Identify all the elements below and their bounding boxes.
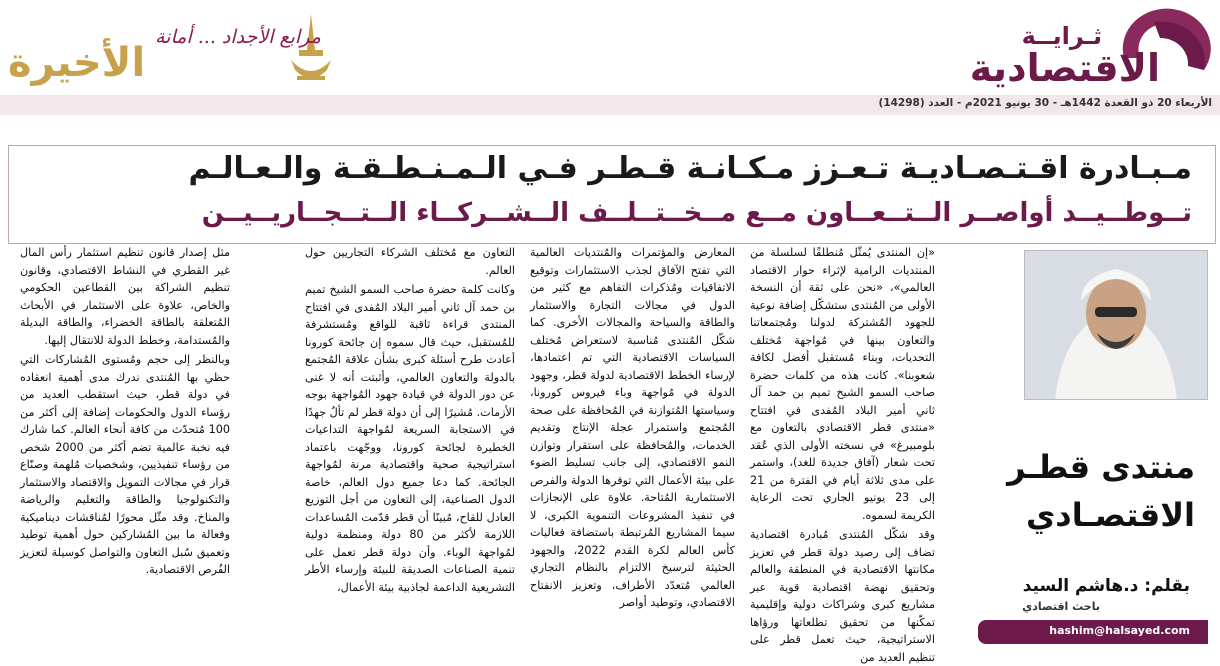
article-headline: مـبـادرة اقـتـصـاديـة تـعـزز مـكـانـة قـطـر فـي الـمـنـطـقـة والـعـالـم — [188, 151, 1192, 186]
author-role: باحث اقتصادي — [1022, 600, 1100, 613]
author-byline: بقلم: د.هاشم السيد — [1023, 576, 1190, 596]
author-photo — [1024, 250, 1208, 400]
state-emblem-icon — [285, 10, 337, 88]
section-subtitle: ثـرايــة — [1022, 22, 1102, 50]
article-subheadline: تــوطــيــد أواصــر الــتــعــاون مــع مــخــتــلــف الــشــركــاء الــتــجــاريــيــن — [202, 198, 1192, 228]
article-column-2 — [530, 244, 735, 636]
paragraph: التعاون مع مُختلف الشركاء التجاريين حول العالم. — [305, 244, 515, 279]
paragraph: «إن المنتدى يُمثّل مُنطلقًا لسلسلة من المنتديات الرامية لإثراء حوار الاقتصاد العالمي»، «نحن على ثقة أن النسخة الأولى من المُنتدى ستشكّل إضافة نوعية للجهود المُشتركة لدولنا ومُجتمعاتنا والتعاون بينها في مُواجهة مُختلف التحديات، وبناء مُستقبل أفضل لكافة شعوبنا». كانت هذه من كلمات حضرة صاحب السمو الشيخ تميم بن حمد آل ثاني أمير البلاد المُفدى في افتتاح «منتدى قطر الاقتصادي بالتعاون مع بلومبيرغ» في نسخته الأولى الذي عُقد تحت شعار (آفاق جديدة للغد)، واستمر على مدى ثلاثة أيام في الفترة من 21 إلى 23 يونيو الجاري تحت الرعاية الكريمة لسموه. — [750, 244, 935, 524]
paragraph: مثل إصدار قانون تنظيم استثمار رأس المال غير القطري في النشاط الاقتصادي، وقانون تنظيم الشراكة بين القطاعين الحكومي والخاص، علاوة على الاستثمار في الأبحاث المُتعلقة بالطاقة الخضراء، والطاقة البديلة والمُستدامة، وخطط الدولة للانتقال إليها. — [20, 244, 230, 349]
page-tag: الأخيرة — [8, 40, 145, 86]
section-title: الاقتصادية — [970, 46, 1160, 90]
article-column-3 — [305, 244, 515, 636]
paragraph: وبالنظر إلى حجم ومُستوى المُشاركات التي حظي بها المُنتدى ندرك مدى أهمية انعقاده في دولة قطر، حيث استقطب العديد من رؤساء الدول والحكومات إضافة إلى أكثر من 100 مُتحدّث من كافة أنحاء العالم. كما شارك فيه نخبة عالمية تضم أكثر من 2000 شخص من رؤساء تنفيذيين، وشخصيات مُلهمة وصنّاع قرار في مجالات التمويل والاقتصاد والاستثمار والتكنولوجيا والطاقة والتعليم والرياضة والمناخ. وقد مثّل محورًا لمُناقشات ديناميكية وفعالة ما بين المُشاركين حول أهمية توطيد وتعميق سُبل التعاون والتواصل كوسيلة لتعزيز الفُرص الاقتصادية. — [20, 351, 230, 579]
article-column-4 — [20, 244, 230, 636]
dateline: الأربعاء 20 ذو القعدة 1442هـ - 30 يونيو 2021م - العدد (14298) — [879, 97, 1220, 109]
column-title-line-2: الاقتصـادي — [1026, 496, 1195, 534]
article-column-1 — [750, 244, 935, 636]
column-title-line-1: منتدى قطـر — [1007, 448, 1195, 486]
paragraph: المعارض والمؤتمرات والمُنتديات العالمية التي تفتح الآفاق لجذب الاستثمارات وتوقيع الاتفاقيات ومُذكرات التفاهم مع كثير من الدول في مجالات التجارة والاستثمار والطاقة والسياحة والمجالات الأخرى. كما شكّل المُنتدى مُناسبة لاستعراض مُختلف السياسات الاقتصادية التي تم اعتمادها، لإرساء الخطط الاقتصادية لدولة قطر، وجهود الدولة في مُواجهة وباء فيروس كورونا، وسياستها المُتوازنة في المُحافظة على صحة المُجتمع واستمرار عجلة الإنتاج وتقديم الخدمات، والمُحافظة على استقرار وتوازن النمو الاقتصادي، إلى جانب تسليط الضوء على بيئة الأعمال التي توفرها الدولة والفرص الاستثمارية المُتاحة. علاوة على الإنجازات في تنفيذ المشروعات التنموية الكبرى، لا سيما المشاريع المُرتبطة باستضافة فعاليات كأس العالم لكرة القدم 2022، والجهود الحثيثة لترسيخ الالتزام بالنظام التجاري العالمي مُتعدّد الأطراف، وتعزيز الانفتاح الاقتصادي، وتوطيد أواصر — [530, 244, 735, 612]
paragraph: وقد شكّل المُنتدى مُبادرة اقتصادية تضاف إلى رصيد دولة قطر في تعزيز مكانتها الاقتصادية في المنطقة والعالم وتحقيق نهضة اقتصادية قوية عبر مشاريع كبرى وشراكات دولية وإقليمية تمكّنها من تحقيق تطلعاتها ورؤاها الاستراتيجية، حيث تعمل قطر على تنظيم العديد من — [750, 526, 935, 666]
author-portrait-icon — [1025, 251, 1207, 399]
paragraph: وكانت كلمة حضرة صاحب السمو الشيخ تميم بن حمد آل ثاني أمير البلاد المُفدى في افتتاح المنتدى قراءة ثاقبة للواقع ومُستشرفة للمُستقبل، حيث قال سموه إن جائحة كورونا أعادت طرح أسئلة كبرى بشأن علاقة المُجتمع بالدولة والتعاون العالمي، وأثبتت أنه لا غنى عن دور الدولة في قيادة جهود المُواجهة بوجه الأزمات. مُشيرًا إلى أن دولة قطر لم تألُ جهدًا في الاستجابة السريعة لمُواجهة التداعيات الخطيرة لجائحة كورونا، ووجّهت باعتماد استراتيجية صحية واقتصادية مرنة لمُواجهة الجائحة. كما دعا جميع دول العالم، خاصة الدول الصناعية، إلى التعاون من أجل التوزيع العادل للقاح، مُبينًا أن قطر قدّمت المُساعدات اللازمة لأكثر من 80 دولة ومنظمة دولية لمُواجهة الوباء. وأن دولة قطر تعمل على تنمية الصناعات الصديقة للبيئة وإرساء الأطر التشريعية الداعمة لجاذبية بيئة الأعمال، — [305, 281, 515, 596]
author-email-link[interactable]: hashim@halsayed.com — [1049, 624, 1190, 637]
slogan: مرابع الأجداد ... أمانة — [155, 26, 321, 48]
